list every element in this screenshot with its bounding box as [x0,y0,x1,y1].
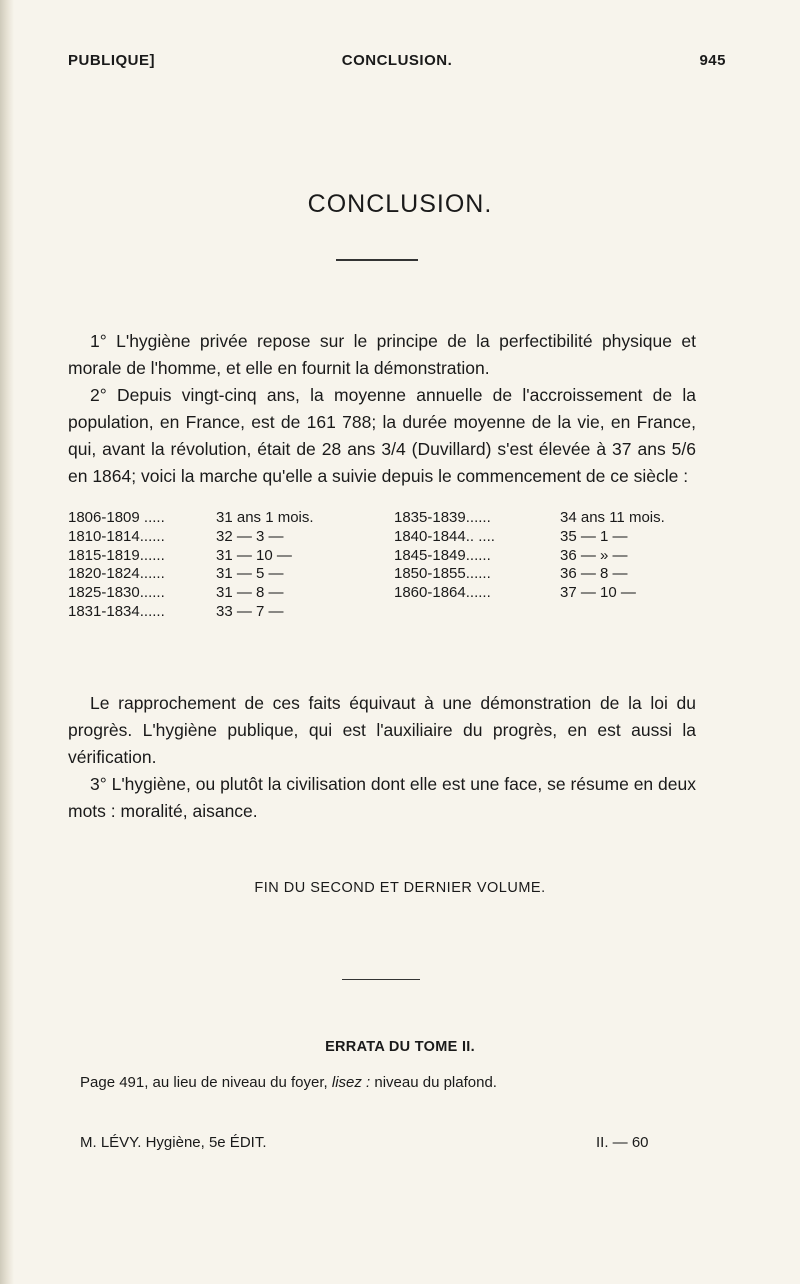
table-row [68,584,338,603]
header-center: CONCLUSION. [341,52,453,69]
table-row [68,509,338,528]
paragraph-4: 3° L'hygiène, ou plutôt la civilisation dont elle est une face, se résume en deux mots : moralité, aisance. [68,773,696,821]
footer-sheet-mark: II. — 60 [596,1134,649,1151]
table-column-right [394,509,714,603]
errata-heading: ERRATA DU TOME II. [325,1039,475,1055]
table-row [394,565,714,584]
errata-text-before: Page 491, au lieu de niveau du foyer, [80,1074,332,1091]
duration: 32 — 3 — [216,527,284,545]
paragraph-2: 2° Depuis vingt-cinq ans, la moyenne annuelle de l'accroissement de la population, en France, est de 161 788; la durée moyenne de la vie, en France, qui, avant la révolution, était de 28 ans 3/4 (Duvillard) s'est élevée à 37 ans 5/6 en 1864; voici la marche qu'elle a suivie depuis le commencement de ce siècle : [68,384,696,486]
page-title: CONCLUSION. [307,190,493,218]
duration: 31 ans 1 mois. [216,509,314,526]
duration: 37 — 10 — [560,584,636,602]
duration: 34 ans 11 mois. [560,509,665,526]
footer-signature: M. LÉVY. Hygiène, 5e ÉDIT. [80,1134,267,1151]
duration: 36 — 8 — [560,565,628,583]
period: 1806-1809 ..... [68,509,165,526]
title-rule [336,259,418,261]
table-row [68,528,338,547]
errata-text-after: niveau du plafond. [370,1074,497,1091]
end-of-volume-note: FIN DU SECOND ET DERNIER VOLUME. [254,880,546,896]
table-row [394,584,714,603]
duration: 31 — 10 — [216,546,292,564]
period: 1850-1855...... [394,565,491,583]
period: 1810-1814...... [68,527,165,545]
table-row [394,509,714,528]
running-header [68,52,726,72]
period: 1825-1830...... [68,584,165,602]
period: 1860-1864...... [394,584,491,602]
period: 1820-1824...... [68,565,165,583]
period: 1835-1839...... [394,509,491,526]
page-footer [80,1134,720,1154]
duration: 31 — 5 — [216,565,284,583]
paragraph-3: Le rapprochement de ces faits équivaut à une démonstration de la loi du progrès. L'hygiène publique, qui est l'auxiliaire du progrès, en est aussi la vérification. [68,692,696,767]
duration: 35 — 1 — [560,527,628,545]
table-row [68,565,338,584]
duration: 36 — » — [560,546,628,564]
table-column-left [68,509,338,622]
page-number: 945 [699,52,726,69]
period: 1831-1834...... [68,602,165,620]
table-row [68,603,338,622]
table-row [394,528,714,547]
period: 1845-1849...... [394,546,491,564]
paragraph-1: 1° L'hygiène privée repose sur le principe de la perfectibilité physique et morale de l'homme, et elle en fournit la démonstration. [68,330,696,378]
errata-read-label: lisez : [331,1074,371,1091]
period: 1815-1819...... [68,546,165,564]
period: 1840-1844.. .... [394,527,495,545]
table-row [68,547,338,566]
section-rule [342,979,420,980]
header-left: PUBLIQUE] [68,52,155,69]
table-row [394,547,714,566]
errata-entry [80,1074,740,1091]
duration: 31 — 8 — [216,584,284,602]
duration: 33 — 7 — [216,602,284,620]
